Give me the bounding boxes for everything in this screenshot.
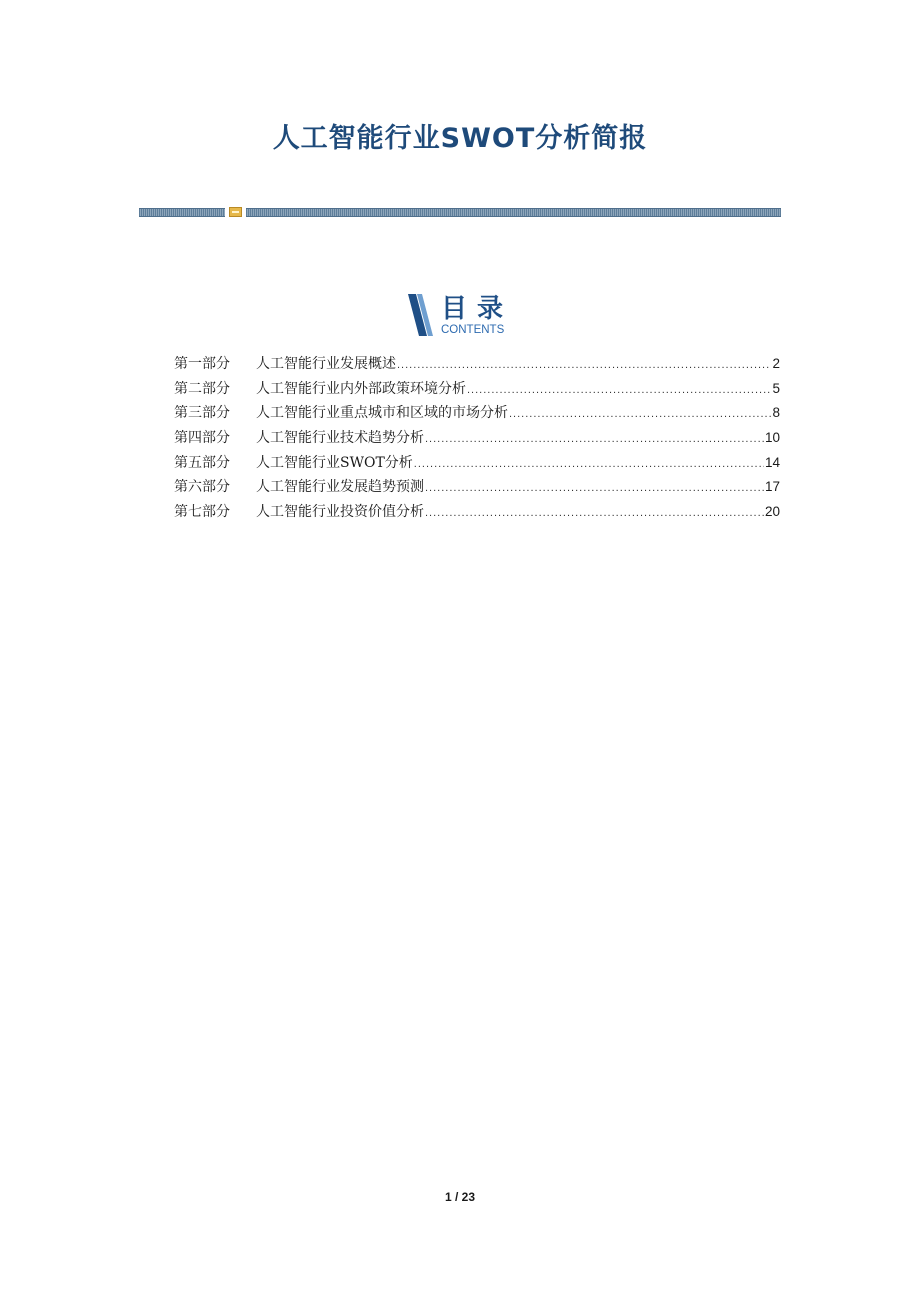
toc-heading: 目录 — [441, 294, 514, 324]
toc-entry-part-5[interactable] — [174, 451, 780, 476]
toc-part-label: 第三部分 — [174, 405, 230, 422]
toc-dot-leader — [397, 353, 771, 378]
toc-part-label: 第六部分 — [174, 479, 230, 496]
toc-dot-leader — [414, 452, 764, 477]
toc-entry-title: 人工智能行业发展概述 — [256, 356, 396, 372]
toc-dot-leader — [509, 402, 771, 427]
toc-page-number: 8 — [772, 405, 780, 421]
toc-dot-leader — [425, 427, 764, 452]
toc-page-number: 5 — [772, 380, 780, 396]
toc-entry-title: 人工智能行业技术趋势分析 — [256, 430, 424, 447]
toc-entry-part-2[interactable] — [174, 377, 780, 402]
toc-page-number: 20 — [764, 504, 780, 520]
toc-entry-part-6[interactable] — [174, 475, 780, 500]
rule-badge-icon — [229, 207, 242, 217]
document-title: 人工智能行业SWOT分析简报 — [272, 123, 648, 154]
toc-dot-leader — [467, 378, 771, 403]
toc-page-number: 10 — [764, 430, 780, 446]
toc-part-label: 第五部分 — [174, 454, 230, 471]
page-indicator: 1 / 23 — [444, 1190, 476, 1204]
toc-dot-leader — [425, 501, 764, 526]
toc-page-number: 17 — [764, 479, 780, 495]
toc-entry-title: 人工智能行业发展趋势预测 — [256, 479, 424, 496]
toc-entry-part-4[interactable] — [174, 426, 780, 451]
toc-entry-title: 人工智能行业SWOT分析 — [256, 454, 413, 471]
header-rule-right — [246, 208, 781, 217]
toc-header — [408, 294, 528, 340]
toc-dot-leader — [425, 476, 764, 501]
toc-page-number: 2 — [772, 356, 780, 371]
toc-part-label: 第二部分 — [174, 380, 230, 397]
header-rule-left — [139, 208, 225, 217]
toc-bookmark-icon — [408, 294, 438, 336]
toc-subheading: CONTENTS — [441, 324, 505, 336]
toc-part-label: 第一部分 — [174, 356, 230, 372]
toc-page-number: 14 — [764, 454, 780, 470]
toc-entry-title: 人工智能行业内外部政策环境分析 — [256, 380, 466, 397]
toc-part-label: 第四部分 — [174, 430, 230, 447]
table-of-contents — [174, 352, 780, 525]
toc-entry-part-3[interactable] — [174, 401, 780, 426]
toc-entry-part-1[interactable] — [174, 352, 780, 377]
toc-entry-title: 人工智能行业重点城市和区域的市场分析 — [256, 405, 508, 422]
toc-entry-title: 人工智能行业投资价值分析 — [256, 504, 424, 521]
toc-part-label: 第七部分 — [174, 504, 230, 521]
toc-entry-part-7[interactable] — [174, 500, 780, 525]
